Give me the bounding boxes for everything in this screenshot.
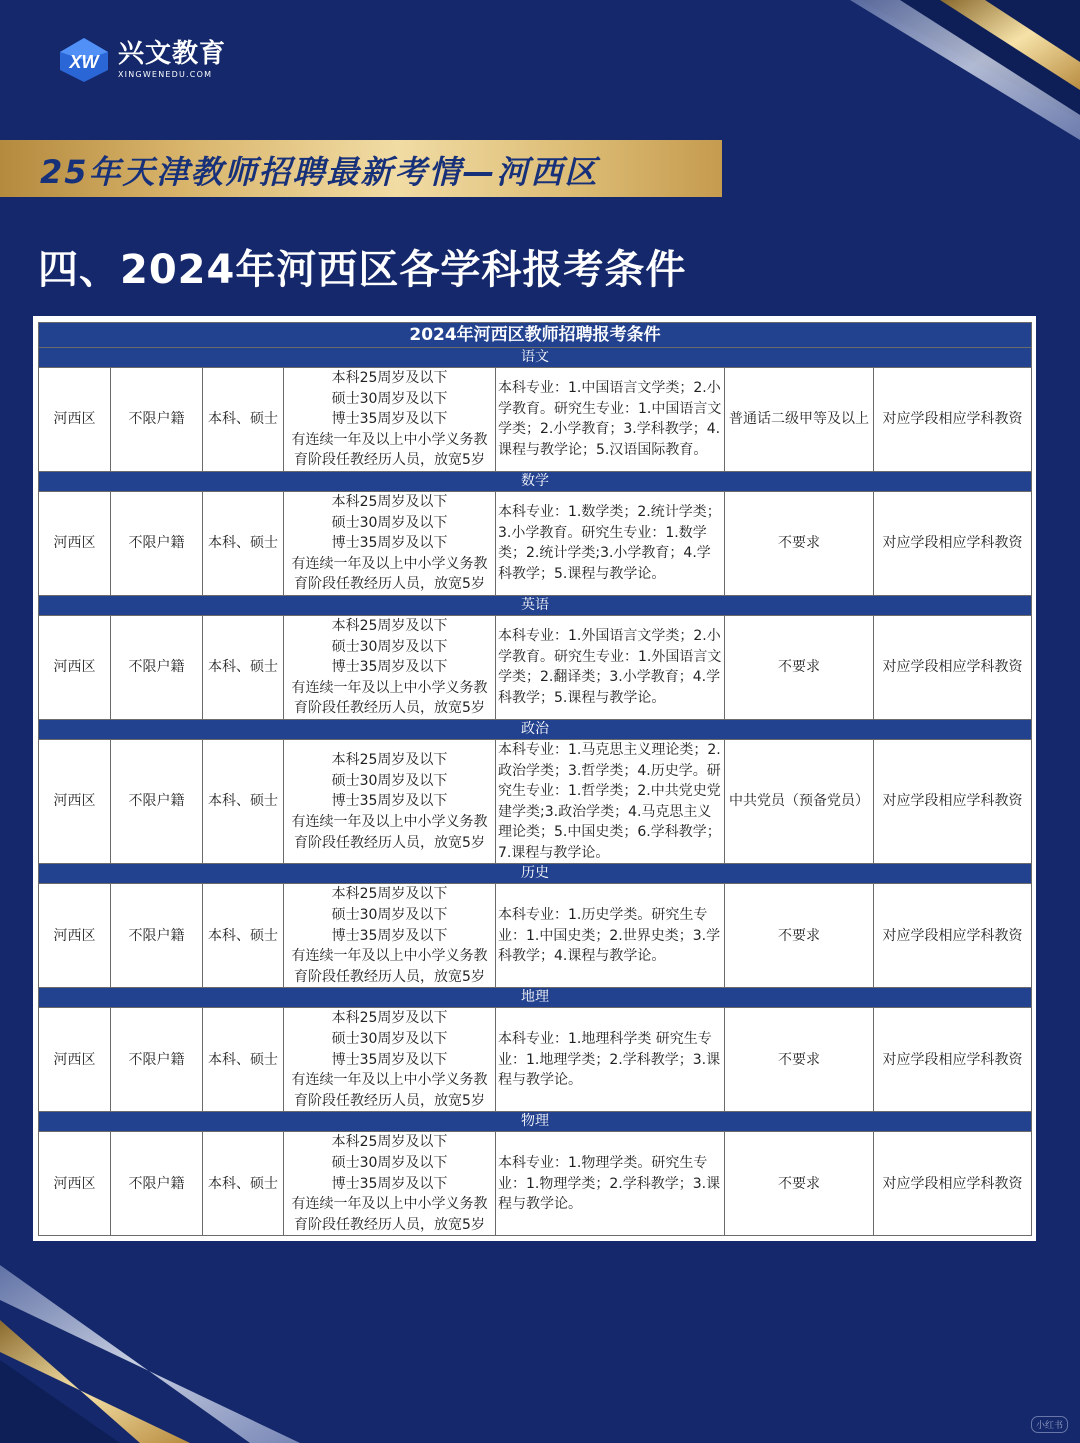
certificate-cell: 对应学段相应学科教资 (874, 491, 1032, 595)
hukou-cell: 不限户籍 (111, 615, 203, 719)
table-row (39, 615, 1032, 719)
subject-name: 语文 (39, 348, 1032, 368)
certificate-cell: 对应学段相应学科教资 (874, 1008, 1032, 1112)
logo-mark-letters: XW (69, 52, 99, 72)
age-line: 有连续一年及以上中小学义务教育阶段任教经历人员，放宽5岁 (291, 1072, 488, 1109)
table-row (39, 1008, 1032, 1112)
subject-name: 政治 (39, 719, 1032, 739)
subject-header-row (39, 988, 1032, 1008)
major-cell: 本科专业：1.外国语言文学类；2.小学教育。研究生专业：1.外国语言文学类；2.翻译类；3.小学教育；4.学科教学；5.课程与教学论。 (496, 615, 725, 719)
education-cell: 本科、硕士 (203, 1132, 284, 1236)
age-cell (284, 1132, 496, 1236)
subject-header-row (39, 595, 1032, 615)
age-line: 有连续一年及以上中小学义务教育阶段任教经历人员，放宽5岁 (291, 431, 488, 469)
requirements-table (38, 322, 1032, 1236)
certificate-cell: 对应学段相应学科教资 (874, 615, 1032, 719)
age-line: 本科25周岁及以下 (331, 886, 448, 903)
certificate-cell: 对应学段相应学科教资 (874, 884, 1032, 988)
age-line: 有连续一年及以上中小学义务教育阶段任教经历人员，放宽5岁 (291, 679, 488, 717)
age-line: 有连续一年及以上中小学义务教育阶段任教经历人员，放宽5岁 (291, 948, 488, 985)
district-cell: 河西区 (39, 1008, 111, 1112)
subject-header-row (39, 719, 1032, 739)
age-line: 博士35周岁及以下 (331, 535, 448, 552)
education-cell: 本科、硕士 (203, 368, 284, 472)
table-row (39, 1132, 1032, 1236)
extra-requirement-cell: 普通话二级甲等及以上 (725, 368, 874, 472)
subject-name: 英语 (39, 595, 1032, 615)
subject-name: 地理 (39, 988, 1032, 1008)
age-line: 本科25周岁及以下 (331, 752, 448, 769)
table-row (39, 884, 1032, 988)
age-line: 博士35周岁及以下 (331, 793, 448, 810)
certificate-cell: 对应学段相应学科教资 (874, 368, 1032, 472)
age-line: 博士35周岁及以下 (331, 659, 448, 676)
hukou-cell: 不限户籍 (111, 1008, 203, 1112)
brand-logo (58, 36, 226, 84)
education-cell: 本科、硕士 (203, 739, 284, 864)
brand-name: 兴文教育 (118, 39, 227, 69)
extra-requirement-cell: 不要求 (725, 615, 874, 719)
age-cell (284, 615, 496, 719)
age-line: 本科25周岁及以下 (331, 1134, 448, 1151)
age-line: 硕士30周岁及以下 (331, 514, 448, 531)
age-cell (284, 884, 496, 988)
major-cell: 本科专业：1.中国语言文学类；2.小学教育。研究生专业：1.中国语言文学类；2.小学教育；3.学科教学；4.课程与教学论；5.汉语国际教育。 (496, 368, 725, 472)
table-row (39, 368, 1032, 472)
age-line: 本科25周岁及以下 (331, 493, 448, 510)
extra-requirement-cell: 不要求 (725, 884, 874, 988)
hukou-cell: 不限户籍 (111, 884, 203, 988)
requirements-table-card (33, 316, 1036, 1241)
district-cell: 河西区 (39, 1132, 111, 1236)
brand-domain: XINGWENEDU.COM (118, 70, 213, 79)
subject-name: 历史 (39, 864, 1032, 884)
district-cell: 河西区 (39, 368, 111, 472)
age-line: 博士35周岁及以下 (331, 411, 448, 428)
extra-requirement-cell: 不要求 (725, 1132, 874, 1236)
district-cell: 河西区 (39, 615, 111, 719)
education-cell: 本科、硕士 (203, 491, 284, 595)
age-line: 硕士30周岁及以下 (331, 1031, 448, 1048)
age-line: 硕士30周岁及以下 (331, 638, 448, 655)
certificate-cell: 对应学段相应学科教资 (874, 1132, 1032, 1236)
table-title-row (39, 323, 1032, 348)
subject-header-row (39, 864, 1032, 884)
headline-banner (0, 140, 722, 197)
education-cell: 本科、硕士 (203, 615, 284, 719)
age-line: 硕士30周岁及以下 (331, 772, 448, 789)
age-line: 博士35周岁及以下 (331, 927, 448, 944)
district-cell: 河西区 (39, 739, 111, 864)
subject-name: 物理 (39, 1112, 1032, 1132)
age-cell (284, 368, 496, 472)
age-line: 本科25周岁及以下 (331, 617, 448, 634)
extra-requirement-cell: 不要求 (725, 1008, 874, 1112)
certificate-cell: 对应学段相应学科教资 (874, 739, 1032, 864)
age-line: 有连续一年及以上中小学义务教育阶段任教经历人员，放宽5岁 (291, 813, 488, 851)
age-cell (284, 1008, 496, 1112)
headline-text: 25年天津教师招聘最新考情—河西区 (40, 153, 599, 191)
major-cell: 本科专业：1.数学类；2.统计学类；3.小学教育。研究生专业：1.数学类；2.统计学类;3.小学教育；4.学科教学；5.课程与教学论。 (496, 491, 725, 595)
watermark-badge: 小红书 (1031, 1416, 1068, 1433)
major-cell: 本科专业：1.物理学类。研究生专业：1.物理学类；2.学科教学；3.课程与教学论。 (496, 1132, 725, 1236)
age-line: 硕士30周岁及以下 (331, 1155, 448, 1171)
district-cell: 河西区 (39, 491, 111, 595)
section-title: 四、2024年河西区各学科报考条件 (38, 247, 687, 293)
age-line: 硕士30周岁及以下 (331, 907, 448, 924)
hukou-cell: 不限户籍 (111, 368, 203, 472)
extra-requirement-cell: 不要求 (725, 491, 874, 595)
age-line: 本科25周岁及以下 (331, 1010, 448, 1027)
age-line: 有连续一年及以上中小学义务教育阶段任教经历人员，放宽5岁 (291, 1196, 488, 1233)
table-row (39, 491, 1032, 595)
age-line: 博士35周岁及以下 (331, 1175, 448, 1192)
hukou-cell: 不限户籍 (111, 491, 203, 595)
hukou-cell: 不限户籍 (111, 1132, 203, 1236)
subject-header-row (39, 1112, 1032, 1132)
age-cell (284, 739, 496, 864)
district-cell: 河西区 (39, 884, 111, 988)
age-line: 有连续一年及以上中小学义务教育阶段任教经历人员，放宽5岁 (291, 555, 488, 593)
subject-name: 数学 (39, 471, 1032, 491)
age-line: 本科25周岁及以下 (331, 370, 448, 386)
education-cell: 本科、硕士 (203, 1008, 284, 1112)
major-cell: 本科专业：1.历史学类。研究生专业：1.中国史类；2.世界史类；3.学科教学；4.课程与教学论。 (496, 884, 725, 988)
table-title: 2024年河西区教师招聘报考条件 (39, 323, 1032, 348)
xw-logo-icon (58, 36, 110, 84)
age-line: 硕士30周岁及以下 (331, 390, 448, 407)
major-cell: 本科专业：1.地理科学类 研究生专业：1.地理学类；2.学科教学；3.课程与教学论。 (496, 1008, 725, 1112)
subject-header-row (39, 471, 1032, 491)
extra-requirement-cell: 中共党员（预备党员） (725, 739, 874, 864)
table-row (39, 739, 1032, 864)
age-cell (284, 491, 496, 595)
education-cell: 本科、硕士 (203, 884, 284, 988)
hukou-cell: 不限户籍 (111, 739, 203, 864)
major-cell: 本科专业：1.马克思主义理论类；2.政治学类；3.哲学类；4.历史学。研究生专业：1.哲学类；2.中共党史党建学类;3.政治学类；4.马克思主义理论类；5.中国史类；6.学科教学；7.课程与教学论。 (496, 739, 725, 864)
age-line: 博士35周岁及以下 (331, 1051, 448, 1068)
subject-header-row (39, 348, 1032, 368)
